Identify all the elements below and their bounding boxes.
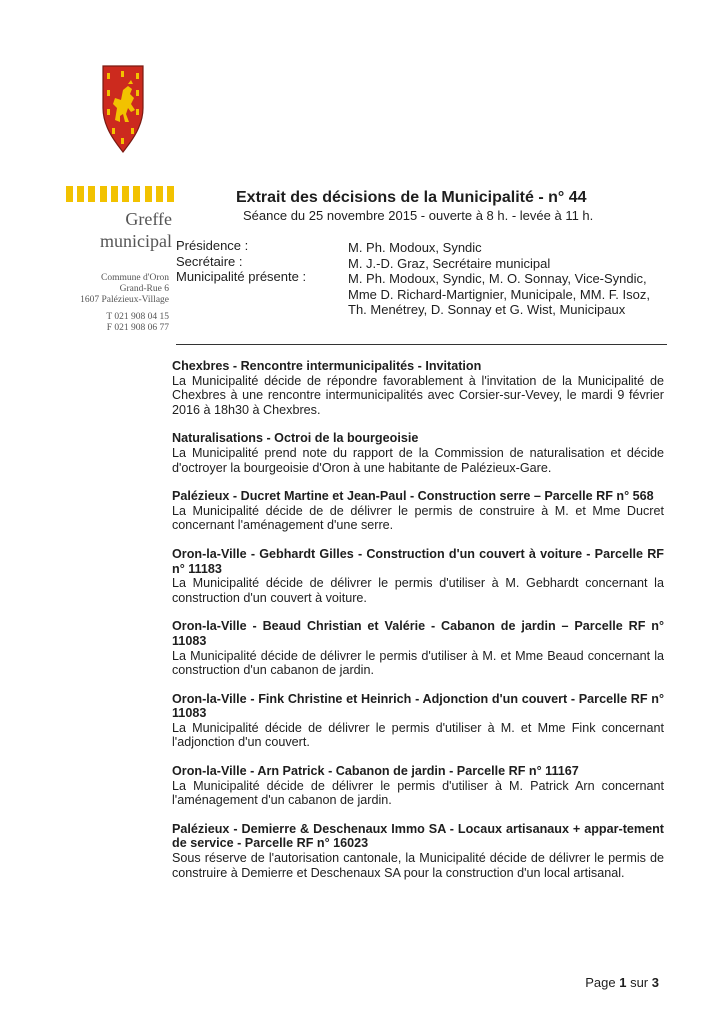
decision-item: [172, 764, 664, 808]
decision-text: La Municipalité décide de de délivrer le permis de construire à M. et Mme Ducret concernant l'aménagement d'une serre.: [172, 503, 664, 533]
page-sep: sur: [630, 975, 649, 990]
divider: [176, 344, 667, 345]
address-line: 1607 Palézieux-Village: [80, 295, 169, 305]
decision-title: Naturalisations - Octroi de la bourgeoisie: [172, 431, 419, 446]
decision-title: Oron-la-Ville - Arn Patrick - Cabanon de jardin - Parcelle RF n° 11167: [172, 764, 579, 779]
page-current: 1: [619, 975, 627, 990]
roster-value: M. Ph. Modoux, Syndic, M. O. Sonnay, Vice-Syndic,: [348, 271, 647, 287]
decision-title: Oron-la-Ville - Gebhardt Gilles - Construction d'un couvert à voiture - Parcelle RF n° 11183: [172, 546, 664, 576]
decision-item: [172, 359, 664, 417]
office-name: [100, 208, 172, 252]
office-name-line: municipal: [100, 231, 172, 251]
decision-text: La Municipalité décide de délivrer le permis d'utiliser à M. et Mme Fink concernant l'adjonction d'un couvert.: [172, 720, 664, 750]
decision-text: La Municipalité prend note du rapport de la Commission de naturalisation et décide d'octroyer la bourgeoisie d'Oron à une habitante de Palézieux-Gare.: [172, 445, 664, 475]
page-label: Page: [585, 975, 616, 990]
decision-item: [172, 619, 664, 677]
decision-text: La Municipalité décide de répondre favorablement à l'invitation de la Municipalité de Chexbres à une rencontre intermunicipalités avec Corsier-sur-Vevey, le mardi 9 février 2016 à 18h30 à Chexbres.: [172, 373, 664, 417]
roster-value: M. Ph. Modoux, Syndic: [348, 240, 482, 255]
coat-of-arms-icon: [101, 64, 145, 154]
roster-value: Mme D. Richard-Martignier, Municipale, MM. F. Isoz,: [348, 286, 650, 302]
decision-item: [172, 431, 664, 475]
office-name-line: Greffe: [125, 209, 172, 229]
page-number: [585, 975, 659, 990]
decision-item: [172, 547, 664, 605]
decision-title: Oron-la-Ville - Fink Christine et Heinrich - Adjonction d'un couvert - Parcelle RF n° 11083: [172, 691, 664, 721]
office-address: [80, 273, 169, 334]
address-line: Commune d'Oron: [101, 273, 169, 283]
address-line: Grand-Rue 6: [119, 284, 169, 294]
decision-title: Palézieux - Ducret Martine et Jean-Paul - Construction serre – Parcelle RF n° 568: [172, 489, 654, 504]
phone-line: T 021 908 04 15: [106, 312, 169, 322]
roster-value: M. J.-D. Graz, Secrétaire municipal: [348, 255, 551, 271]
document-title: Extrait des décisions de la Municipalité - n° 44: [236, 189, 587, 206]
decision-item: [172, 489, 664, 533]
roster-label: Secrétaire :: [176, 253, 243, 269]
decision-title: Oron-la-Ville - Beaud Christian et Valérie - Cabanon de jardin – Parcelle RF n° 11083: [172, 619, 664, 648]
decision-text: La Municipalité décide de délivrer le permis d'utiliser à M. et Mme Beaud concernant la construction d'un cabanon de jardin.: [172, 648, 664, 678]
decision-title: Chexbres - Rencontre intermunicipalités - Invitation: [172, 359, 482, 373]
decision-title: Palézieux - Demierre & Deschenaux Immo SA - Locaux artisanaux + appar-tement de service - Parcelle RF n° 16023: [172, 821, 664, 851]
roster-label: Présidence :: [176, 238, 249, 253]
decision-text: Sous réserve de l'autorisation cantonale, la Municipalité décide de délivrer le permis de construire à Demierre et Deschenaux SA pour la construction d'un local artisanal.: [172, 851, 664, 880]
decision-item: [172, 822, 664, 880]
page-total: 3: [651, 975, 659, 990]
decision-list: [172, 359, 664, 894]
roster-labels: [176, 238, 306, 285]
session-info: Séance du 25 novembre 2015 - ouverte à 8 h. - levée à 11 h.: [243, 208, 594, 223]
decision-text: La Municipalité décide de délivrer le permis d'utiliser à M. Patrick Arn concernant l'aménagement d'un cabanon de jardin.: [172, 778, 664, 808]
brand-stripe: [66, 186, 174, 202]
decision-text: La Municipalité décide de délivrer le permis d'utiliser à M. Gebhardt concernant la construction d'un couvert à voiture.: [172, 576, 664, 605]
decision-item: [172, 692, 664, 750]
roster-value: Th. Menétrey, D. Sonnay et G. Wist, Municipaux: [348, 302, 626, 318]
roster-values: [348, 240, 650, 318]
fax-line: F 021 908 06 77: [106, 323, 169, 333]
roster-label: Municipalité présente :: [176, 269, 307, 285]
